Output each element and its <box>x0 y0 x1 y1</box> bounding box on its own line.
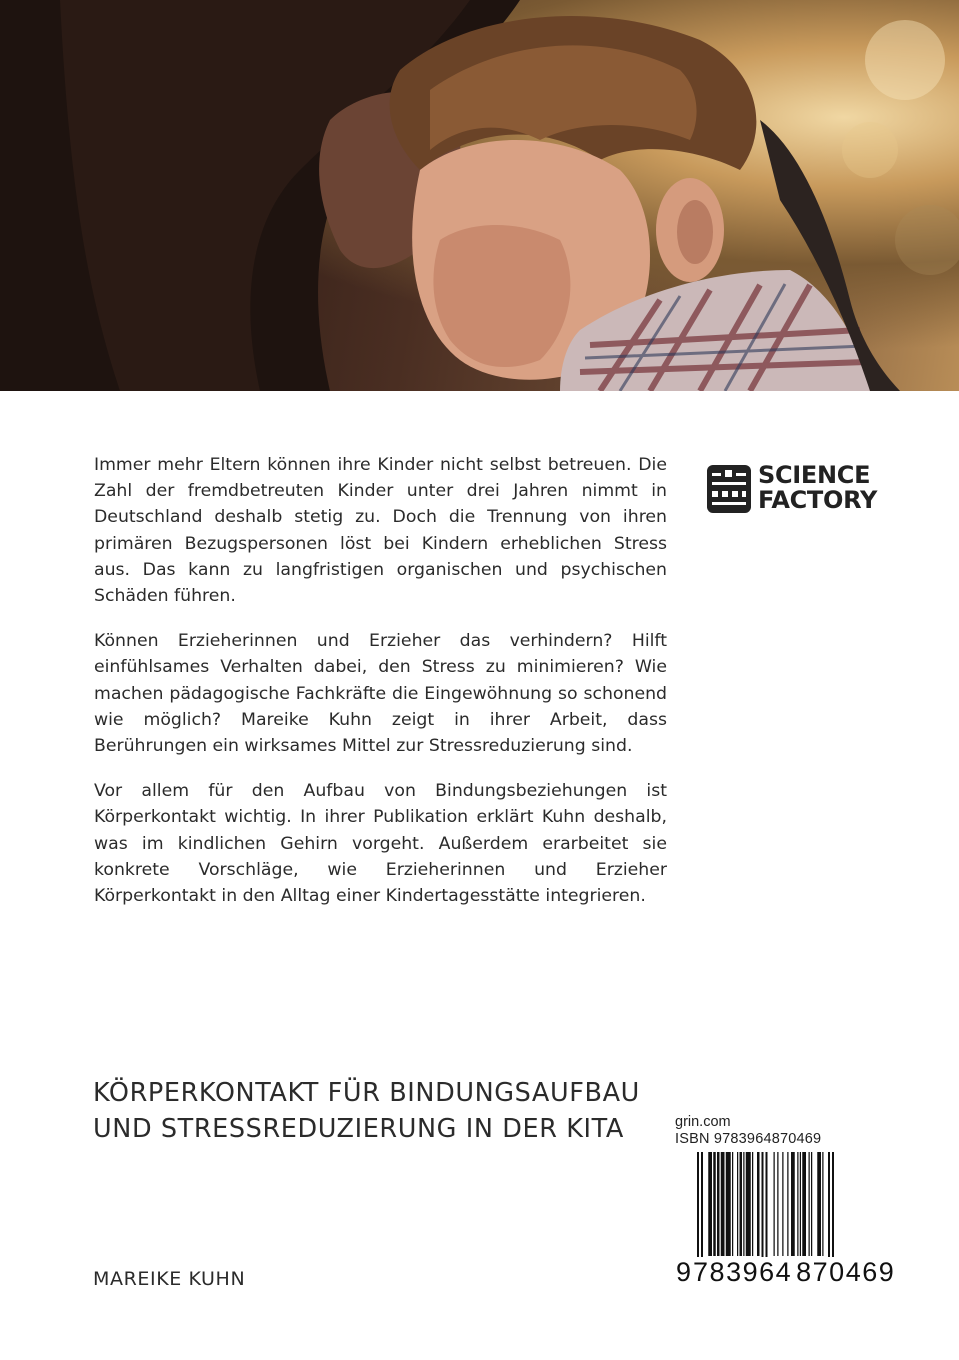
title-line-2: UND STRESSREDUZIERUNG IN DER KITA <box>93 1114 624 1144</box>
barcode-bar <box>791 1152 795 1256</box>
author-name: MAREIKE KUHN <box>93 1268 246 1290</box>
barcode-bar <box>822 1152 823 1256</box>
barcode-bar <box>766 1152 768 1274</box>
barcode-bar <box>743 1152 744 1256</box>
photo-mother-hugging-child-icon <box>0 0 959 391</box>
barcode-bar <box>809 1152 810 1256</box>
barcode-bar <box>732 1152 733 1256</box>
barcode-bar <box>802 1152 806 1256</box>
publisher-website: grin.com <box>675 1114 731 1130</box>
barcode-bar <box>800 1152 801 1256</box>
barcode-bar <box>811 1152 812 1256</box>
barcode-bar <box>701 1152 703 1274</box>
barcode-bar <box>713 1152 716 1256</box>
barcode-digits <box>676 1257 896 1288</box>
blurb-paragraph-3: Vor allem für den Aufbau von Bindungsbeziehungen ist Körperkontakt wichtig. In ihrer Publikation erklärt Kuhn deshalb, was im kindlichen Gehirn vorgeht. Außerdem erarbeitet sie konkrete Vorschläge, wie Erzieherinnen und Erzieher Körperkontakt in den Alltag einer Kindertagesstätte integrieren. <box>94 781 667 907</box>
back-cover-blurb <box>94 452 667 928</box>
barcode-bar <box>726 1152 731 1256</box>
barcode-bar <box>832 1152 834 1274</box>
book-title <box>93 1075 673 1147</box>
barcode-group-1: 783964 <box>693 1257 793 1287</box>
publisher-logo <box>706 462 876 518</box>
cover-photo <box>0 0 959 391</box>
barcode-bar <box>708 1152 712 1256</box>
science-factory-logo-icon <box>706 464 752 516</box>
barcode-bar <box>737 1152 738 1256</box>
title-line-1: KÖRPERKONTAKT FÜR BINDUNGSAUFBAU <box>93 1078 640 1108</box>
logo-line-1: SCIENCE <box>758 461 871 489</box>
barcode-bar <box>817 1152 821 1256</box>
barcode-bar <box>721 1152 725 1256</box>
barcode-bar <box>717 1152 720 1256</box>
barcode-bar <box>746 1152 751 1256</box>
barcode-bar <box>697 1152 699 1274</box>
blurb-paragraph-2: Können Erzieherinnen und Erzieher das verhindern? Hilft einfühlsames Verhalten dabei, den Stress zu minimieren? Wie machen pädagogische Fachkräfte die Eingewöhnung so schonend wie möglich? Mareike Kuhn zeigt in ihrer Arbeit, dass Berührungen ein wirksames Mittel zur Stressreduzierung sind. <box>94 631 667 757</box>
barcode-bar <box>787 1152 788 1256</box>
barcode-group-2: 870469 <box>796 1257 896 1287</box>
barcode-first-digit: 9 <box>676 1257 692 1287</box>
barcode-bar <box>757 1152 760 1256</box>
barcode-bar <box>777 1152 778 1256</box>
barcode-bar <box>740 1152 743 1256</box>
barcode-bar <box>828 1152 830 1274</box>
barcode-bar <box>782 1152 783 1256</box>
blurb-paragraph-1: Immer mehr Eltern können ihre Kinder nicht selbst betreuen. Die Zahl der fremdbetreuten Kinder unter drei Jahren nimmt in Deutschland deshalb stetig zu. Doch die Trennung von ihren primären Bezugspersonen löst bei Kindern erheblichen Stress aus. Das kann zu langfristigen organischen und psychischen Schäden führen. <box>94 455 667 607</box>
barcode-bar <box>762 1152 764 1274</box>
barcode-bar <box>774 1152 775 1256</box>
barcode-bar <box>752 1152 753 1256</box>
logo-line-2: FACTORY <box>758 486 878 514</box>
isbn-label: ISBN 9783964870469 <box>675 1131 822 1147</box>
logo-wordmark <box>758 463 877 513</box>
barcode-bar <box>797 1152 798 1256</box>
